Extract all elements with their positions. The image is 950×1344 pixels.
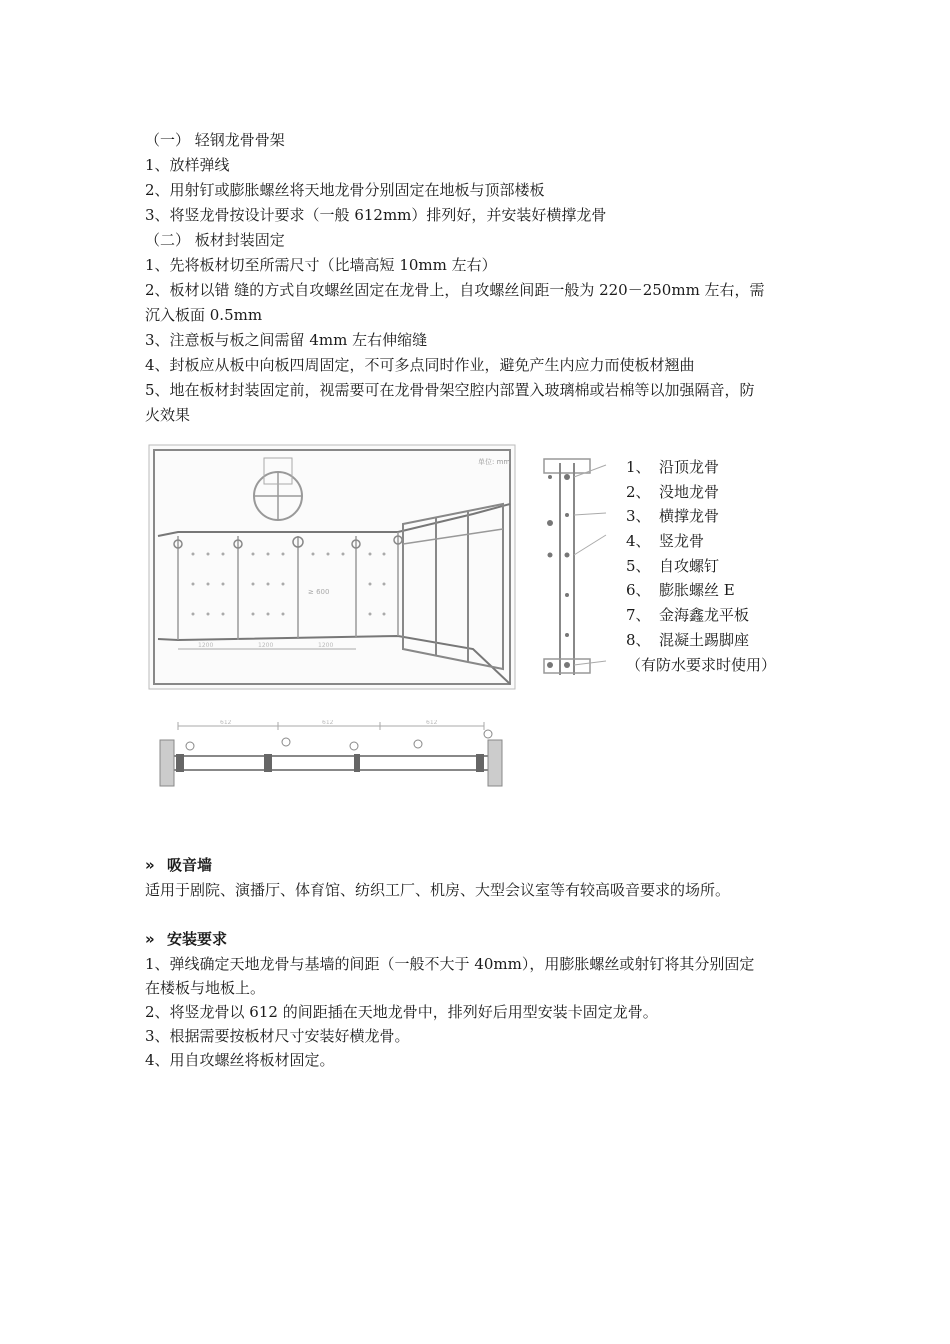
section-two-item: 沉入板面 0.5mm [145, 306, 263, 324]
side-section-drawing [536, 455, 608, 681]
install-item: 1、弹线确定天地龙骨与基墙的间距（一般不大于 40mm），用膨胀螺丝或射钉将其分别固定 [145, 955, 755, 973]
svg-text:612: 612 [220, 720, 232, 726]
section-two-item: 火效果 [145, 406, 191, 424]
section-one-item: 1、放样弹线 [145, 156, 230, 174]
section-one-item: 2、用射钉或膨胀螺丝将天地龙骨分别固定在地板与顶部楼板 [145, 181, 545, 199]
section-two-heading: （二） 板材封装固定 [145, 231, 285, 249]
install-item: 在楼板与地板上。 [145, 979, 266, 997]
legend-item: 6、 膨胀螺丝 E [626, 581, 735, 600]
section-two-item: 1、先将板材切至所需尺寸（比墙高短 10mm 左右） [145, 256, 497, 274]
svg-text:单位: mm: 单位: mm [478, 458, 511, 466]
sound-wall-text: 适用于剧院、演播厅、体育馆、纺织工厂、机房、大型会议室等有较高吸音要求的场所。 [145, 881, 731, 899]
legend-item: 8、 混凝土踢脚座 [626, 630, 750, 649]
svg-text:1200: 1200 [318, 642, 334, 649]
legend-item: 4、 竖龙骨 [626, 532, 705, 551]
section-one-item: 3、将竖龙骨按设计要求（一般 612mm）排列好，并安装好横撑龙骨 [145, 206, 607, 224]
legend-item: 1、 沿顶龙骨 [626, 458, 720, 476]
legend-note: （有防水要求时使用） [626, 655, 777, 674]
svg-text:1200: 1200 [258, 642, 274, 649]
section-two-item: 3、注意板与板之间需留 4mm 左右伸缩缝 [145, 331, 428, 349]
legend-item: 5、 自攻螺钉 [626, 556, 720, 575]
svg-text:612: 612 [322, 720, 334, 726]
section-two-item: 5、地在板材封装固定前，视需要可在龙骨骨架空腔内部置入玻璃棉或岩棉等以加强隔音，防 [145, 381, 755, 399]
install-heading: » 安装要求 [145, 930, 228, 948]
section-two-item: 2、板材以错 缝的方式自攻螺丝固定在龙骨上，自攻螺丝间距一般为 220－250mm 左右，需 [145, 281, 765, 299]
legend-item: 3、 横撑龙骨 [626, 507, 720, 526]
legend-item: 7、 金海鑫龙平板 [626, 606, 750, 625]
install-item: 2、将竖龙骨以 612 的间距插在天地龙骨中，排列好后用型安装卡固定龙骨。 [145, 1003, 658, 1021]
wall-frame-drawing [148, 444, 516, 690]
install-item: 3、根据需要按板材尺寸安装好横龙骨。 [145, 1027, 410, 1045]
svg-text:≥ 600: ≥ 600 [308, 588, 330, 596]
legend-item: 2、 没地龙骨 [626, 482, 720, 501]
plan-section-drawing [158, 720, 504, 798]
svg-text:612: 612 [426, 720, 438, 726]
drawing-legend [626, 455, 776, 677]
section-two-item: 4、封板应从板中向板四周固定，不可多点同时作业，避免产生内应力而使板材翘曲 [145, 356, 695, 374]
sound-wall-heading: » 吸音墙 [145, 856, 213, 874]
chevron-right-icon: » [145, 856, 155, 874]
section-one-heading: （一） 轻钢龙骨骨架 [145, 131, 285, 149]
svg-text:1200: 1200 [198, 642, 214, 649]
chevron-right-icon: » [145, 930, 155, 948]
install-item: 4、用自攻螺丝将板材固定。 [145, 1051, 335, 1069]
